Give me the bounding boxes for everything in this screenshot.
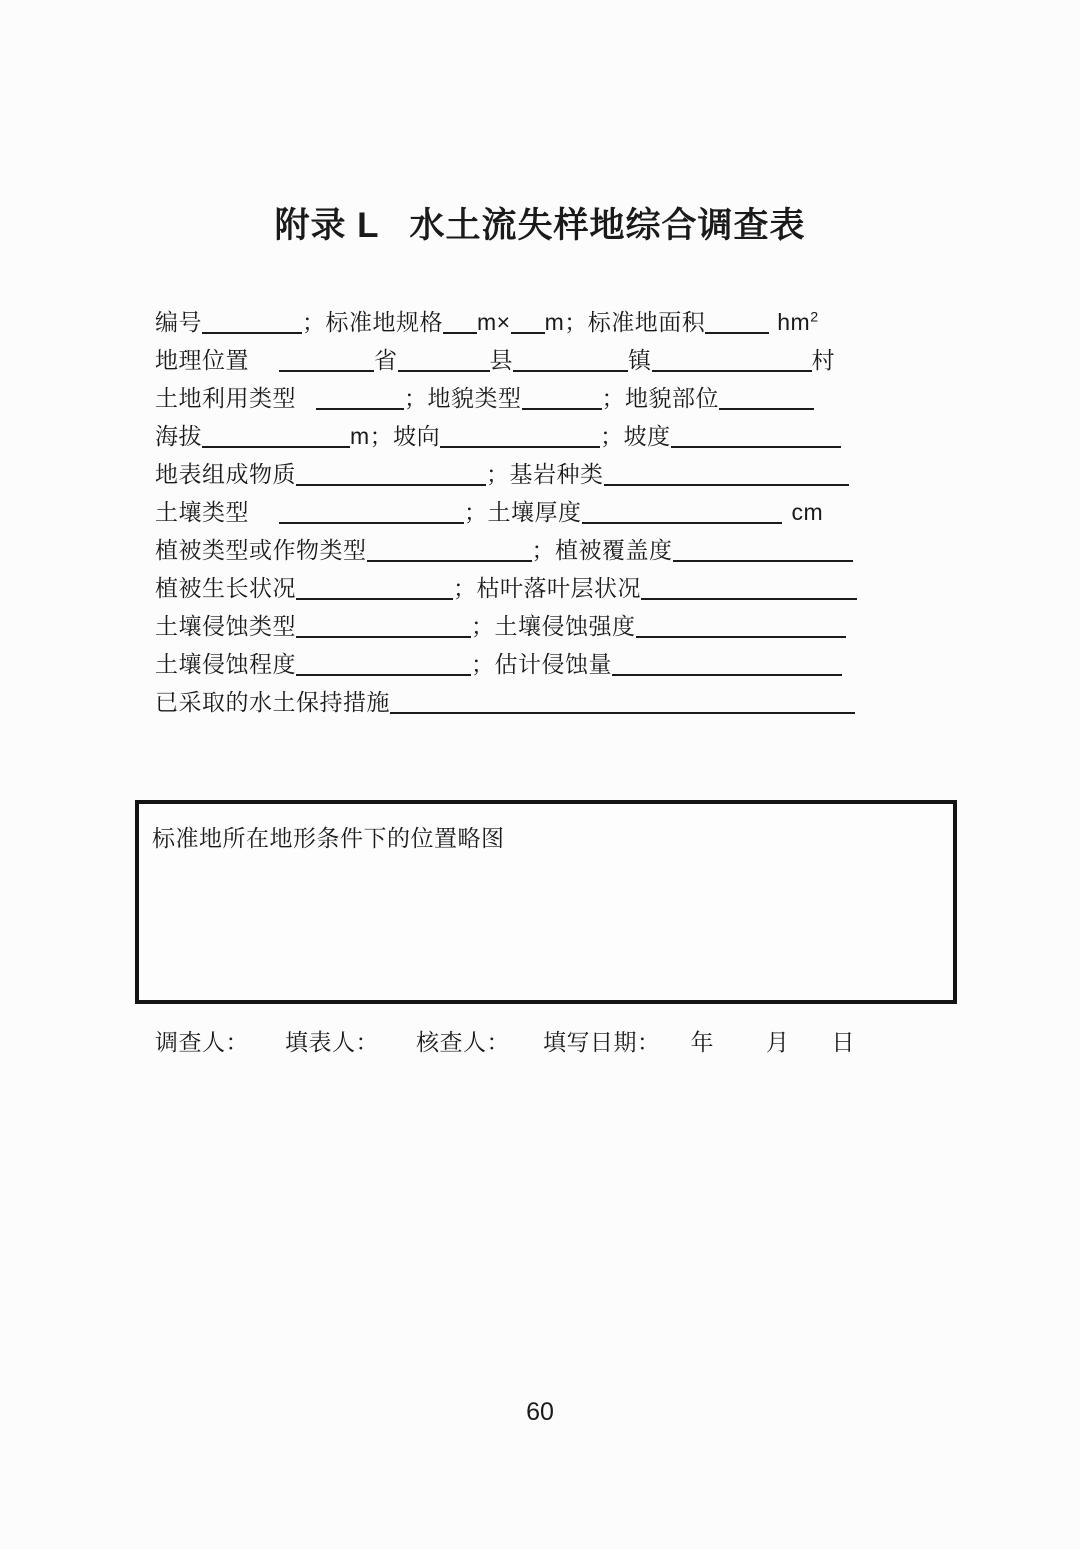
blank-line	[652, 370, 812, 372]
spacer	[249, 367, 279, 368]
signature-field: 年	[690, 1029, 714, 1055]
field-label: ；标准地规格	[302, 309, 443, 335]
field-label: 村	[811, 347, 835, 373]
blank-line	[279, 370, 374, 372]
appendix-label: 附录 L	[274, 206, 380, 245]
form-line	[155, 493, 895, 531]
blank-line	[582, 522, 782, 524]
spacer	[249, 519, 279, 520]
form-line	[155, 341, 895, 379]
form-line	[155, 645, 895, 683]
signature-field: 填写日期：	[543, 1029, 661, 1055]
blank-line	[440, 446, 600, 448]
signature-field: 调查人：	[155, 1029, 249, 1055]
field-label: 土壤侵蚀类型	[155, 613, 296, 639]
form-line	[155, 569, 895, 607]
field-label: 已采取的水土保持措施	[155, 689, 390, 715]
blank-line	[296, 674, 471, 676]
form-line	[155, 683, 895, 721]
field-label: 镇	[628, 347, 652, 373]
form-line	[155, 303, 895, 341]
field-label: cm	[791, 499, 824, 525]
form-line	[155, 531, 895, 569]
field-label: 土地利用类型	[155, 385, 296, 411]
page-title	[0, 198, 1080, 248]
field-label: m；坡向	[350, 423, 441, 449]
blank-line	[202, 332, 302, 334]
spacer	[782, 519, 792, 520]
field-label: 土壤侵蚀程度	[155, 651, 296, 677]
form-lines	[155, 303, 895, 721]
blank-line	[279, 522, 464, 524]
blank-line	[443, 332, 477, 334]
field-label: ；估计侵蚀量	[471, 651, 612, 677]
blank-line	[296, 636, 471, 638]
signature-field: 月	[766, 1029, 790, 1055]
field-label: ；土壤侵蚀强度	[471, 613, 636, 639]
field-label: ；枯叶落叶层状况	[453, 575, 641, 601]
field-label: 省	[374, 347, 398, 373]
form-line	[155, 417, 895, 455]
form-line	[155, 379, 895, 417]
field-label: 县	[489, 347, 513, 373]
blank-line	[202, 446, 350, 448]
blank-line	[296, 484, 486, 486]
sketch-box-label: 标准地所在地形条件下的位置略图	[152, 825, 505, 851]
blank-line	[511, 332, 545, 334]
sketch-box	[135, 800, 957, 1004]
blank-line	[604, 484, 849, 486]
blank-line	[296, 598, 453, 600]
form-line	[155, 607, 895, 645]
field-label: ；基岩种类	[486, 461, 604, 487]
blank-line	[522, 408, 602, 410]
blank-line	[641, 598, 857, 600]
field-label: m×	[477, 309, 511, 335]
field-label: ；地貌类型	[404, 385, 522, 411]
field-label: ；土壤厚度	[464, 499, 582, 525]
blank-line	[671, 446, 841, 448]
field-label: 土壤类型	[155, 499, 249, 525]
signature-field: 日	[831, 1029, 855, 1055]
field-label: 植被类型或作物类型	[155, 537, 367, 563]
field-label: ；坡度	[600, 423, 671, 449]
field-label: ；地貌部位	[601, 385, 719, 411]
blank-line	[612, 674, 842, 676]
field-label: 植被生长状况	[155, 575, 296, 601]
form-line	[155, 455, 895, 493]
signature-field: 核查人：	[416, 1029, 510, 1055]
signature-row	[155, 1028, 855, 1056]
page-number: 60	[526, 1398, 554, 1426]
blank-line	[390, 712, 855, 714]
field-label: 海拔	[155, 423, 202, 449]
unit-label: $hm^2$	[777, 309, 819, 335]
blank-line	[719, 408, 814, 410]
spacer	[296, 405, 316, 406]
blank-line	[316, 408, 404, 410]
blank-line	[367, 560, 532, 562]
field-label: 地理位置	[155, 347, 249, 373]
blank-line	[705, 332, 769, 334]
blank-line	[398, 370, 490, 372]
blank-line	[636, 636, 846, 638]
field-label: 编号	[155, 309, 202, 335]
title-text: 水土流失样地综合调查表	[409, 206, 806, 245]
field-label: 地表组成物质	[155, 461, 296, 487]
blank-line	[673, 560, 853, 562]
signature-field: 填表人：	[285, 1029, 379, 1055]
field-label: ；植被覆盖度	[531, 537, 673, 563]
blank-line	[513, 370, 628, 372]
spacer	[769, 329, 777, 330]
field-label: m；标准地面积	[544, 309, 706, 335]
